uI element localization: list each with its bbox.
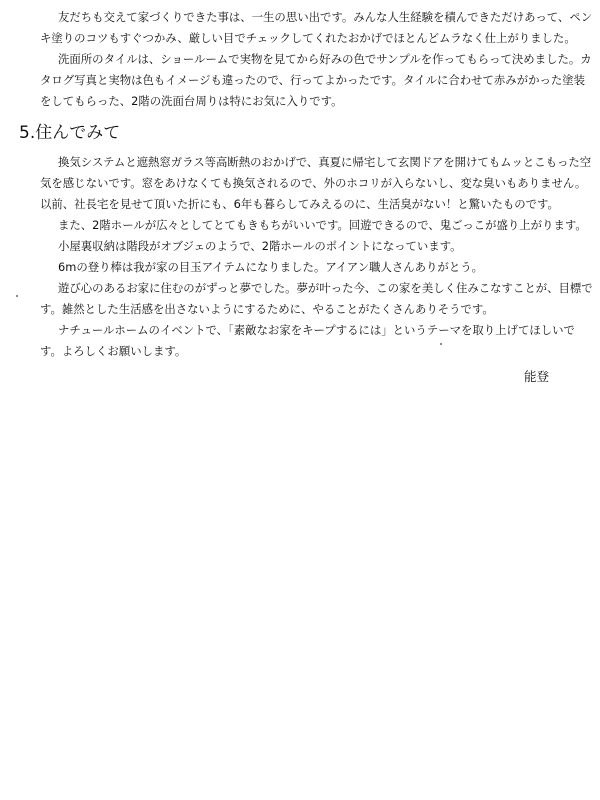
paragraph-line: タログ写真と実物は色もイメージも違ったので、行ってよかったです。タイルに合わせて赤みがかった塗装 bbox=[40, 73, 586, 87]
paragraph-line: また、2階ホールが広々としてとてもきもちがいいです。回遊できるので、鬼ごっこが盛り上がります。 bbox=[58, 218, 587, 232]
paragraph-line: 小屋裏収納は階段がオブジェのようで、2階ホールのポイントになっています。 bbox=[58, 239, 462, 253]
paragraph-line: 以前、社長宅を見せて頂いた折にも、6年も暮らしてみえるのに、生活臭がない！と驚いたものです。 bbox=[40, 197, 559, 211]
scan-speck bbox=[16, 295, 18, 297]
section-heading: 5.住んでみて bbox=[19, 123, 121, 143]
author-signature: 能登 bbox=[524, 369, 550, 384]
paragraph-line: をしてもらった、2階の洗面台周りは特にお気に入りです。 bbox=[40, 94, 343, 108]
scan-speck bbox=[440, 343, 442, 345]
paragraph-line: 6mの登り棒は我が家の目玉アイテムになりました。アイアン職人さんありがとう。 bbox=[58, 260, 483, 274]
paragraph-line: す。よろしくお願いします。 bbox=[40, 344, 187, 358]
paragraph-line: 気を感じないです。窓をあけなくても換気されるので、外のホコリが入らないし、変な臭いもありません。 bbox=[40, 176, 587, 190]
paragraph-line: 洗面所のタイルは、ショールームで実物を見てから好みの色でサンプルを作ってもらって決めました。カ bbox=[58, 52, 592, 66]
paragraph-line: ナチュールホームのイベントで、「素敵なお家をキープするには」というテーマを取り上げてほしいで bbox=[58, 323, 575, 337]
paragraph-line: キ塗りのコツもすぐつかみ、厳しい目でチェックしてくれたおかげでほとんどムラなく仕上がりました。 bbox=[40, 31, 576, 45]
paragraph-line: 換気システムと遮熱窓ガラス等高断熱のおかげで、真夏に帰宅して玄関ドアを開けてもムッとこもった空 bbox=[58, 155, 592, 169]
paragraph-line: 友だちも交えて家づくりできた事は、一生の思い出です。みんな人生経験を積んできただけあって、ペン bbox=[58, 10, 593, 24]
paragraph-line: 遊び心のあるお家に住むのがずっと夢でした。夢が叶った今、この家を美しく住みこなすことが、目標で bbox=[58, 281, 593, 295]
paragraph-line: す。雑然とした生活感を出さないようにするために、やることがたくさんありそうです。 bbox=[40, 302, 494, 316]
